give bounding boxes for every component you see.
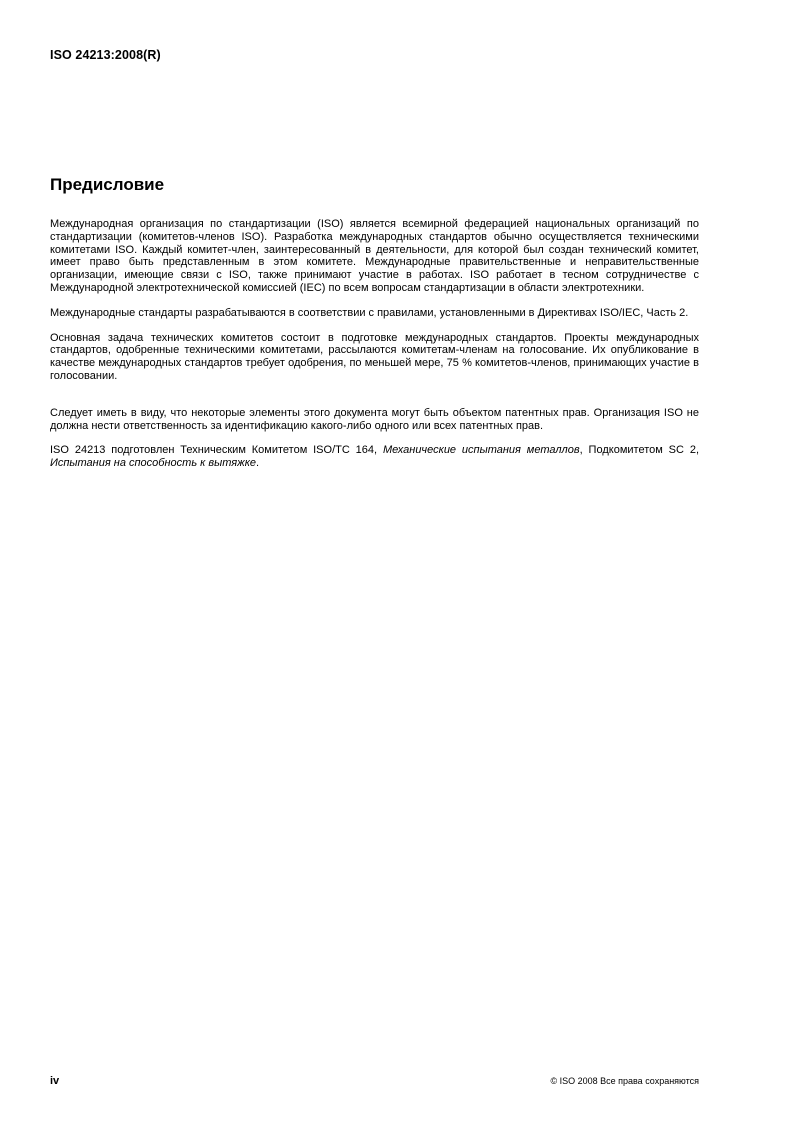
page-title: Предисловие: [50, 175, 165, 194]
prepared-by-end: .: [256, 457, 260, 470]
copyright-notice: © ISO 2008 Все права сохраняются: [550, 1076, 699, 1086]
prepared-by-lead: ISO 24213 подготовлен Техническим Комитетом ISO/TC 164,: [50, 444, 383, 457]
document-header-standard-id: ISO 24213:2008(R): [50, 48, 161, 62]
foreword-paragraph-4: Следует иметь в виду, что некоторые элементы этого документа могут быть объектом патентных прав. Организация ISO не должна нести ответственность за идентификацию какого-либо одного или всех патентных прав.: [50, 406, 699, 432]
foreword-body: [50, 218, 699, 470]
page-number: iv: [50, 1075, 60, 1087]
foreword-paragraph-3: Основная задача технических комитетов состоит в подготовке международных стандартов. Проекты международных стандартов, одобренные техническими комитетами, рассылаются комитетам-членам на голосование. Их опубликование в качестве международных стандартов требует одобрения, по меньшей мере, 75 % комитетов-членов, принимающих участие в голосовании.: [50, 331, 699, 382]
foreword-paragraph-1: Международная организация по стандартизации (ISO) является всемирной федерацией национальных организаций по стандартизации (комитетов-членов ISO). Разработка международных стандартов обычно осуществляется техническими комитетами ISO. Каждый комитет-член, заинтересованный в деятельности, для которой был создан технический комитет, имеет право быть представленным в этом комитете. Международные правительственные и неправительственные организации, имеющие связи с ISO, также принимают участие в работах. ISO работает в тесном сотрудничестве с Международной электротехнической комиссией (IEC) по всем вопросам стандартизации в области электротехники.: [50, 218, 699, 294]
committee-title: Механические испытания металлов: [382, 444, 580, 457]
foreword-paragraph-prepared-by: [50, 444, 699, 470]
foreword-paragraph-2: Международные стандарты разрабатываются в соответствии с правилами, установленными в Директивах ISO/IEC, Часть 2.: [50, 306, 689, 319]
subcommittee-title: Испытания на способность к вытяжке: [50, 457, 257, 470]
prepared-by-middle: , Подкомитетом SC 2,: [579, 444, 699, 457]
